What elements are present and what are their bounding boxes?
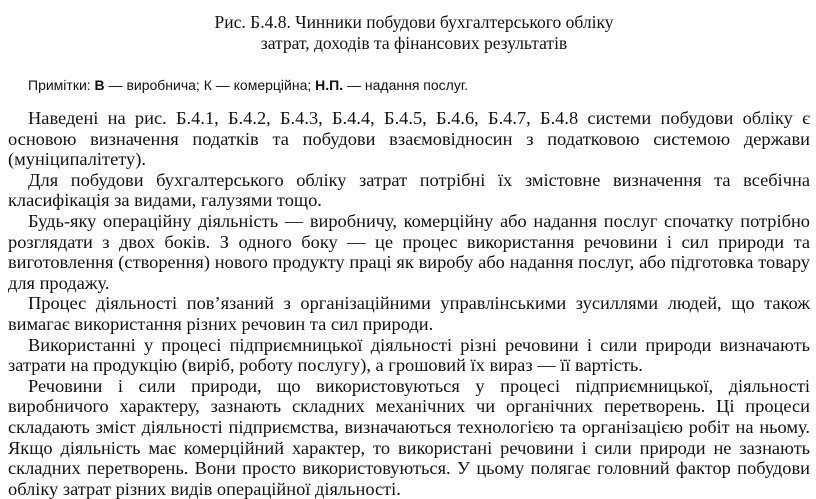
note-np-letters: Н.П.	[315, 77, 344, 93]
body-text	[8, 108, 810, 499]
note-v-letter: В	[94, 77, 105, 93]
paragraph: Речовини і сили природи, що використовуються у процесі підприємницької, діяльності виробничого характеру, зазнають складних механічних чи органічних перетворень. Ці процеси складають зміст діяльності підприємства, визначаються технологією та організацією робіт на ньому. Якщо діяльність має комерційний характер, то використані речовини і сили природи не зазнають складних перетворень. Вони просто використовуються. У цьому полягає головний фактор побудови обліку затрат різних видів операційної діяльності.	[8, 375, 810, 499]
note-np-text: — надання послуг.	[343, 77, 469, 93]
figure-caption	[8, 12, 810, 54]
paragraph: Для побудови бухгалтерського обліку затрат потрібні їх змістовне визначення та всебічна класифікація за видами, галузями тощо.	[8, 169, 810, 211]
figure-note	[28, 76, 810, 94]
figure-caption-line-1: Рис. Б.4.8. Чинники побудови бухгалтерського обліку	[214, 12, 614, 32]
paragraph: Процес діяльності пов’язаний з організаційними управлінськими зусиллями людей, що також вимагає використання різних речовин та сил природи.	[8, 293, 810, 334]
paragraph: Використанні у процесі підприємницької діяльності різні речовини і сили природи визначають затрати на продукцію (виріб, роботу послугу), а грошовий їх вираз — її вартість.	[8, 334, 810, 376]
figure-caption-line-2: затрат, доходів та фінансових результатів	[260, 33, 568, 53]
note-v-text: — виробнича; К — комерційна;	[104, 77, 316, 93]
paragraph: Наведені на рис. Б.4.1, Б.4.2, Б.4.3, Б.4.4, Б.4.5, Б.4.6, Б.4.7, Б.4.8 системи побудови обліку є основою визначення податків та побудови взаємовідносин з податковою системою держави (муніципалітету).	[8, 108, 810, 170]
note-prefix: Примітки:	[28, 77, 95, 93]
paragraph: Будь-яку операційну діяльність — виробничу, комерційну або надання послуг спочатку потрібно розглядати з двох боків. З одного боку — це процес використання речовини і сил природи та виготовлення (створення) нового продукту праці як виробу або надання послуг, або підготовка товару для продажу.	[8, 210, 810, 293]
